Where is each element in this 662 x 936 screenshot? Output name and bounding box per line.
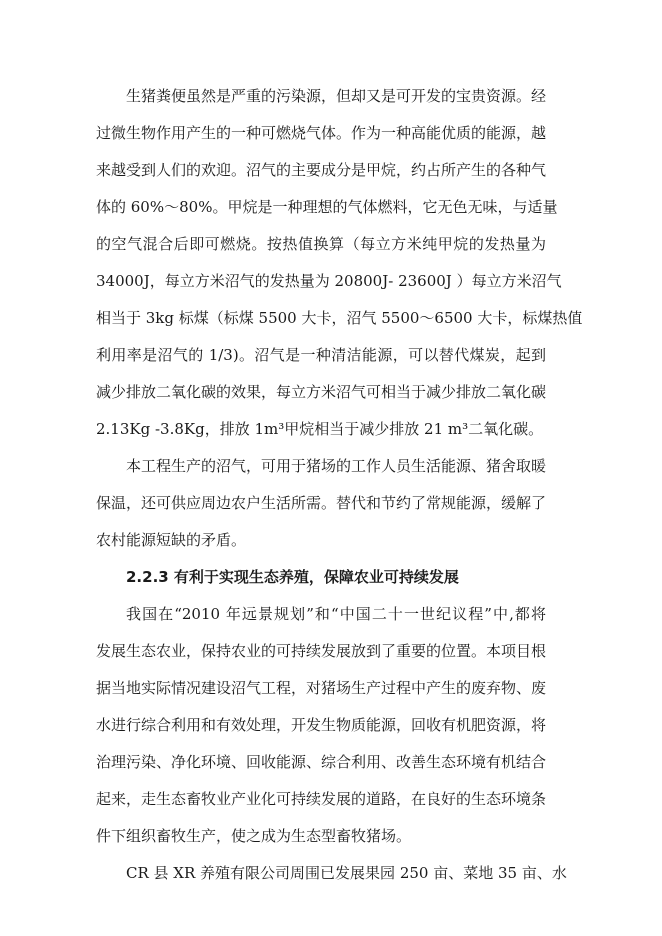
paragraph-1-line-8: 利用率是沼气的 1/3)。沼气是一种清洁能源，可以替代煤炭，起到 [96,346,546,364]
paragraph-2-line-1: 本工程生产的沼气，可用于猪场的工作人员生活能源、猪舍取暖 [126,457,547,475]
paragraph-3-line-2: 发展生态农业，保持农业的可持续发展放到了重要的位置。本项目根 [96,642,547,660]
paragraph-3-line-5: 治理污染、净化环境、回收能源、综合利用、改善生态环境有机结合 [96,753,547,771]
paragraph-1-line-5: 的空气混合后即可燃烧。按热值换算（每立方米纯甲烷的发热量为 [96,235,546,253]
paragraph-1-line-10: 2.13Kg -3.8Kg，排放 1m³甲烷相当于减少排放 21 m³二氧化碳。 [96,420,544,438]
paragraph-3-line-3: 据当地实际情况建设沼气工程，对猪场生产过程中产生的废弃物、废 [96,679,547,697]
paragraph-4-line-1: CR 县 XR 养殖有限公司周围已发展果园 250 亩、菜地 35 亩、水 [126,864,567,882]
paragraph-2-line-3: 农村能源短缺的矛盾。 [96,531,247,549]
paragraph-3-line-4: 水进行综合利用和有效处理，开发生物质能源，回收有机肥资源，将 [96,716,547,734]
paragraph-3-line-6: 起来，走生态畜牧业产业化可持续发展的道路，在良好的生态环境条 [96,790,547,808]
section-heading: 2.2.3 有利于实现生态养殖，保障农业可持续发展 [126,568,459,586]
paragraph-1-line-7: 相当于 3kg 标煤（标煤 5500 大卡，沼气 5500～6500 大卡，标煤热值 [96,309,583,327]
paragraph-3-line-1: 我国在“2010 年远景规划”和“中国二十一世纪议程”中,都将 [126,605,546,623]
paragraph-1-line-1: 生猪粪便虽然是严重的污染源，但却又是可开发的宝贵资源。经 [126,87,547,105]
paragraph-1-line-6: 34000J，每立方米沼气的发热量为 20800J- 23600J ）每立方米沼气 [96,272,562,290]
paragraph-1-line-9: 减少排放二氧化碳的效果，每立方米沼气可相当于减少排放二氧化碳 [96,383,547,401]
paragraph-1-line-2: 过微生物作用产生的一种可燃烧气体。作为一种高能优质的能源，越 [96,124,547,142]
paragraph-1-line-3: 来越受到人们的欢迎。沼气的主要成分是甲烷，约占所产生的各种气 [96,161,547,179]
paragraph-1-line-4: 体的 60%～80%。甲烷是一种理想的气体燃料，它无色无味，与适量 [96,198,558,216]
paragraph-3-line-7: 件下组织畜牧生产，使之成为生态型畜牧猪场。 [96,827,412,845]
paragraph-2-line-2: 保温，还可供应周边农户生活所需。替代和节约了常规能源，缓解了 [96,494,547,512]
